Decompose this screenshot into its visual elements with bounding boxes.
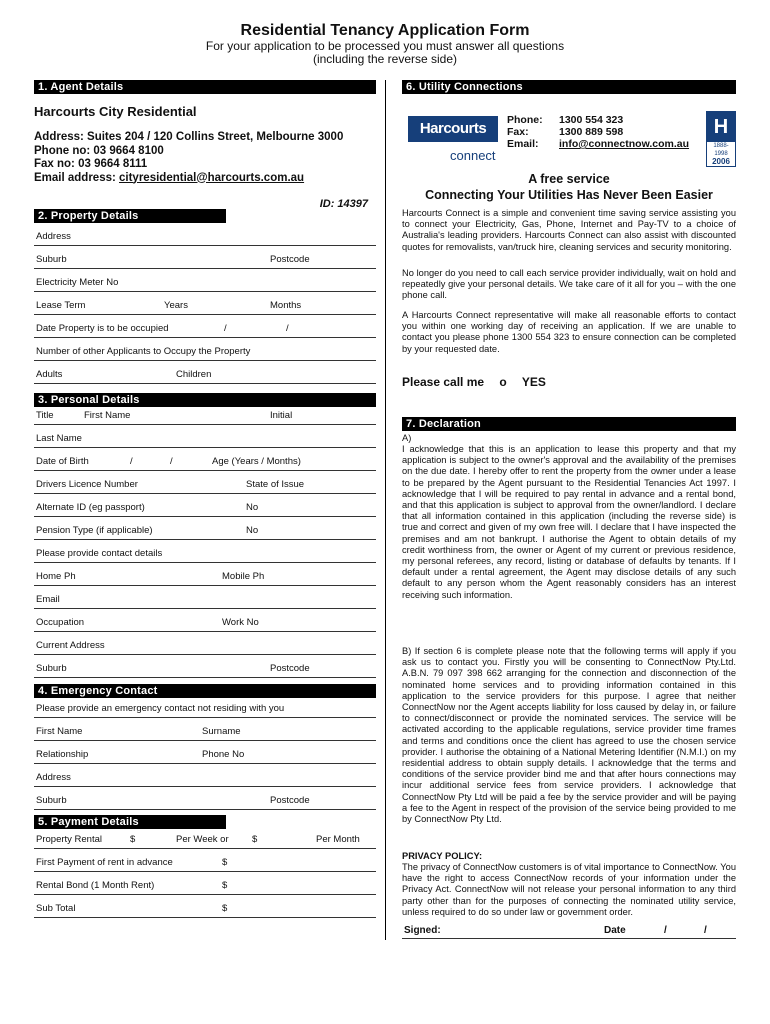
utility-paragraph-3: A Harcourts Connect representative will make all reasonable efforts to contact you within one working day of receiving an application. If we are unable to contact you please phone 1300 554 323 to ensure connection can be completed by your requested date. — [402, 310, 736, 354]
badge-year: 2006 — [712, 157, 730, 166]
form-subtitle — [0, 40, 770, 66]
initial-label: Initial — [270, 410, 293, 421]
current-address-label: Current Address — [36, 640, 105, 651]
sign-date-slash-1: / — [664, 925, 667, 936]
property-address-field[interactable] — [34, 223, 376, 246]
first-payment-field[interactable] — [34, 849, 376, 872]
date-slash-1: / — [224, 323, 227, 334]
bond-label: Rental Bond (1 Month Rent) — [36, 880, 155, 891]
utility-body — [402, 94, 736, 394]
state-label: State of Issue — [246, 479, 305, 490]
agent-address: Address: Suites 204 / 120 Collins Street, Melbourne 3000 — [34, 131, 344, 143]
relationship-label: Relationship — [36, 749, 89, 760]
emergency-phone-label: Phone No — [202, 749, 245, 760]
months-label: Months — [270, 300, 302, 311]
email-field[interactable] — [34, 586, 376, 609]
occupants-field[interactable] — [34, 361, 376, 384]
utility-email-label: Email: — [507, 138, 539, 150]
first-payment-label: First Payment of rent in advance — [36, 857, 173, 868]
agent-email-line — [34, 172, 376, 186]
connect-logo-text: connect — [450, 148, 496, 163]
pension-label: Pension Type (if applicable) — [36, 525, 153, 536]
emergency-address-label: Address — [36, 772, 71, 783]
dob-label: Date of Birth — [36, 456, 89, 467]
payment-details-heading: 5. Payment Details — [34, 815, 226, 829]
call-me-yes: YES — [521, 375, 546, 389]
form-title: Residential Tenancy Application Form — [240, 22, 530, 39]
bond-dollar: $ — [222, 880, 228, 891]
occupation-label: Occupation — [36, 617, 85, 628]
property-rental-label: Property Rental — [36, 834, 103, 845]
call-me-row — [402, 375, 558, 389]
meter-label: Electricity Meter No — [36, 277, 119, 288]
alt-id-no-label: No — [246, 502, 259, 513]
age-label: Age (Years / Months) — [212, 456, 301, 467]
property-suburb-field[interactable] — [34, 246, 376, 269]
emergency-note-row — [34, 698, 376, 718]
agent-details-heading: 1. Agent Details — [34, 80, 376, 94]
property-address-label: Address — [36, 231, 71, 242]
personal-details-heading: 3. Personal Details — [34, 393, 376, 407]
occupation-field[interactable] — [34, 609, 376, 632]
agent-email-link[interactable]: cityresidential@harcourts.com.au — [119, 171, 305, 184]
last-name-field[interactable] — [34, 425, 376, 448]
privacy-heading: PRIVACY POLICY: — [402, 851, 483, 861]
utility-email-link[interactable]: info@connectnow.com.au — [559, 138, 690, 150]
monthly-dollar: $ — [252, 834, 258, 845]
harcourts-badge-icon — [706, 111, 736, 167]
meter-field[interactable] — [34, 269, 376, 292]
lease-term-field[interactable] — [34, 292, 376, 315]
agent-phone: Phone no: 03 9664 8100 — [34, 144, 164, 157]
call-me-checkbox[interactable]: o — [499, 375, 507, 389]
utility-paragraph-2: No longer do you need to call each service provider individually, wait on hold and repeatedly give your personal details. We take care of it all for you – with the one phone call. — [402, 268, 736, 301]
first-payment-dollar: $ — [222, 857, 228, 868]
dob-field[interactable] — [34, 448, 376, 471]
contact-note: Please provide contact details — [36, 548, 163, 559]
subtotal-dollar: $ — [222, 903, 228, 914]
agent-contact-block — [34, 131, 376, 185]
agent-email-label: Email address: — [34, 171, 120, 184]
application-id: ID: 14397 — [319, 198, 368, 210]
declaration-a-label: A) — [402, 433, 412, 443]
work-no-label: Work No — [222, 617, 259, 628]
utility-phone-label: Phone: — [507, 114, 543, 126]
subtitle-line-1: For your application to be processed you must answer all questions — [205, 39, 565, 53]
emergency-surname-label: Surname — [202, 726, 241, 737]
date-label: Date — [604, 925, 626, 936]
harcourts-logo: Harcourts — [408, 116, 498, 142]
emergency-postcode-label: Postcode — [270, 795, 310, 806]
declaration-a-text: I acknowledge that this is an application to lease this property and that my application is subject to the owner's approval and the availability of the premises on the due date. I hereby offer to rent the property from the owner under a lease to be prepared by the Agent pursuant to the Residential Tenancies Act 1997. I acknowledge that I will be required to pay rental in advance and a rental bond, and that this application is subject to approval from the owner/landlord. I declare that all information contained in this application (including the reverse side) is true and correct and given of my own free will. I declare that I have inspected the premises and am not bankrupt. I authorise the Agent to obtain details of my credit worthiness from, the owner or Agent of my current or previous residence, my personal referees, any record, listing or database of defaults by tenants. If I default under a rental agreement, the Agent may disclose details of any such default to any person whom the Agent reasonably considers has an interest receiving such information. — [402, 444, 736, 600]
date-slash-2: / — [286, 323, 289, 334]
badge-letter: H — [707, 112, 735, 142]
signed-label: Signed: — [404, 925, 441, 936]
num-applicants-label: Number of other Applicants to Occupy the Property — [36, 346, 251, 357]
utility-contact-table — [507, 114, 689, 150]
current-address-field[interactable] — [34, 632, 376, 655]
children-label: Children — [176, 369, 212, 380]
personal-postcode-label: Postcode — [270, 663, 310, 674]
utility-phone: 1300 554 323 — [559, 114, 624, 126]
last-name-label: Last Name — [36, 433, 82, 444]
utility-connections-heading: 6. Utility Connections — [402, 80, 736, 94]
emergency-suburb-field[interactable] — [34, 787, 376, 810]
title-label: Title — [36, 410, 54, 421]
badge-years: 1888-1998 — [713, 143, 729, 157]
column-divider — [385, 80, 386, 940]
utility-fax: 1300 889 598 — [559, 126, 624, 138]
name-field[interactable] — [34, 407, 376, 425]
date-occupied-field[interactable] — [34, 315, 376, 338]
property-rental-field[interactable] — [34, 829, 376, 849]
sign-date-slash-2: / — [704, 925, 707, 936]
alt-id-field[interactable] — [34, 494, 376, 517]
contact-note-row — [34, 540, 376, 563]
rental-dollar: $ — [130, 834, 136, 845]
emergency-name-field[interactable] — [34, 718, 376, 741]
spacer — [34, 384, 376, 393]
agent-name: Harcourts City Residential — [34, 104, 197, 119]
licence-label: Drivers Licence Number — [36, 479, 138, 490]
declaration-heading: 7. Declaration — [402, 417, 736, 431]
date-occupied-label: Date Property is to be occupied — [36, 323, 169, 334]
free-service-heading — [402, 171, 736, 203]
per-week-label: Per Week or — [176, 834, 229, 845]
num-applicants-row — [34, 338, 376, 361]
declaration-body — [402, 431, 736, 951]
home-ph-label: Home Ph — [36, 571, 76, 582]
agent-fax: Fax no: 03 9664 8111 — [34, 158, 148, 170]
years-label: Years — [164, 300, 188, 311]
emergency-suburb-label: Suburb — [36, 795, 67, 806]
per-month-label: Per Month — [316, 834, 360, 845]
emergency-address-field[interactable] — [34, 764, 376, 787]
emergency-relationship-field[interactable] — [34, 741, 376, 764]
subtotal-field[interactable] — [34, 895, 376, 918]
property-postcode-label: Postcode — [270, 254, 310, 265]
dob-slash-2: / — [170, 456, 173, 467]
utility-fax-label: Fax: — [507, 126, 529, 138]
personal-suburb-label: Suburb — [36, 663, 67, 674]
pension-no-label: No — [246, 525, 259, 536]
emergency-note: Please provide an emergency contact not residing with you — [36, 703, 285, 714]
adults-label: Adults — [36, 369, 63, 380]
emergency-contact-heading: 4. Emergency Contact — [34, 684, 376, 698]
first-name-label: First Name — [84, 410, 131, 421]
right-column — [402, 80, 736, 951]
personal-suburb-field[interactable] — [34, 655, 376, 678]
phones-field[interactable] — [34, 563, 376, 586]
id-row — [34, 185, 376, 209]
pension-field[interactable] — [34, 517, 376, 540]
alt-id-label: Alternate ID (eg passport) — [36, 502, 145, 513]
mobile-ph-label: Mobile Ph — [222, 571, 265, 582]
free-service-line-1: A free service — [528, 172, 610, 186]
dob-slash-1: / — [130, 456, 133, 467]
declaration-b-text: B) If section 6 is complete please note that the following terms will apply if you ask us to contact you. Firstly you will be consenting to ConnectNow Pty.Ltd. A.B.N. 79 097 398 662 arranging for the connection and disconnection of the nominated home services and to providing information contained in this application to the service providers for this purpose. I agree that neither ConnectNow nor the Agent accepts liability for loss caused by delay in, or failure to connect/disconnect or provide the nominated services. The service will be activated according to the applicable regulations, service provider time frames and terms and conditions once the client has agreed to use the chosen service provider. I authorise the obtaining of a National Metering Identifier (N.M.I.) on my residential address to obtain supply details. I acknowledge that the terms and conditions of the service provider bind me and that after hours connections may incur additional service fees from service providers. I acknowledge that ConnectNow Pty Ltd will be paid a fee by the service provider and will be paying a fee to the Agent in respect of the provision of the service being provided to me by ConnectNow Pty Ltd. — [402, 646, 736, 825]
property-details-heading: 2. Property Details — [34, 209, 226, 223]
subtitle-line-2: (including the reverse side) — [312, 52, 458, 66]
utility-paragraph-1: Harcourts Connect is a simple and convenient time saving service assisting you to connect your Electricity, Gas, Phone, Internet and Pay-TV to a choice of Australia's leading providers. Harcourts Connect can also assist with discounted quotes for removalists, van/truck hire, cleaning services and security monitoring. — [402, 208, 736, 252]
bond-field[interactable] — [34, 872, 376, 895]
property-suburb-label: Suburb — [36, 254, 67, 265]
emergency-first-name-label: First Name — [36, 726, 83, 737]
subtotal-label: Sub Total — [36, 903, 76, 914]
lease-term-label: Lease Term — [36, 300, 86, 311]
privacy-text: The privacy of ConnectNow customers is of vital importance to ConnectNow. You have the right to access ConnectNow records of your information under the Privacy Act. ConnectNow will not release your personal information to any third party other than for the purposes of connecting the nominated utility service, unless required to do so under law or government order. — [402, 862, 736, 917]
left-column — [34, 80, 376, 918]
licence-field[interactable] — [34, 471, 376, 494]
free-service-line-2: Connecting Your Utilities Has Never Been Easier — [425, 188, 713, 202]
email-label: Email — [36, 594, 60, 605]
signature-field[interactable] — [402, 923, 736, 939]
call-me-label: Please call me — [402, 375, 485, 389]
